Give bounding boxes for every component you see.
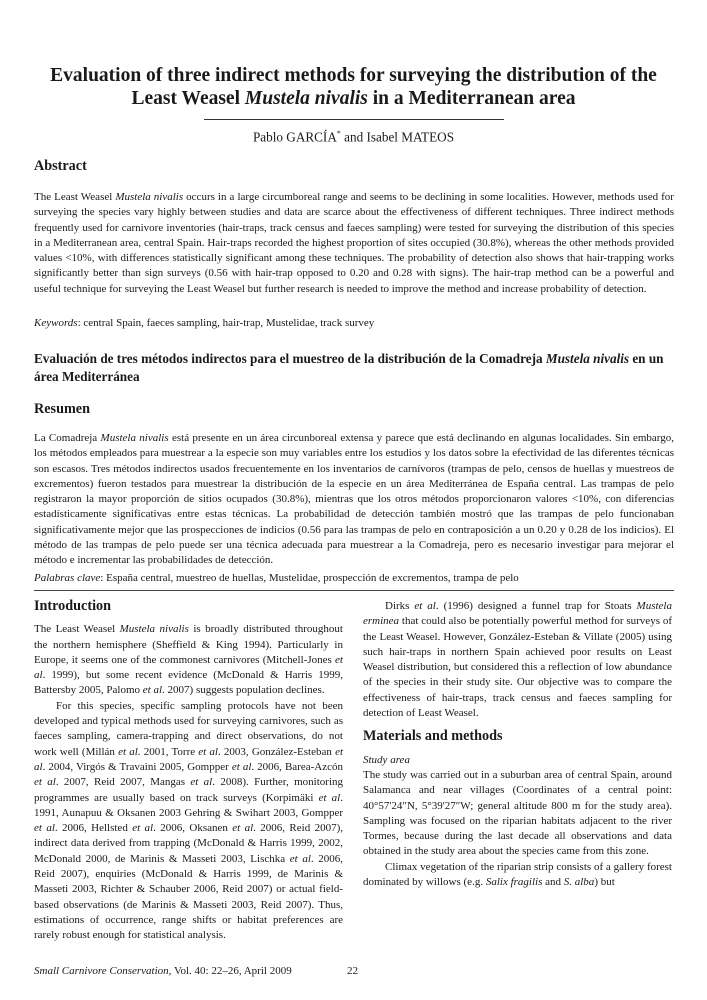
author-1: Pablo GARCÍA	[252, 129, 337, 145]
title-line-1: Evaluation of three indirect methods for surveying the distribution of the	[50, 65, 657, 86]
author-2: Isabel MATEOS	[366, 129, 455, 145]
page-number: 22	[347, 965, 358, 977]
author-line: Pablo GARCÍA* and Isabel MATEOS	[252, 129, 455, 145]
abstract-text: The Least Weasel Mustela nivalis occurs in a large circumboreal range and seems to be declining in some localities. However, methods used for surveying the species vary highly between studies and data are scarce about the effectiveness of different techniques. Three indirect methods frequently used for carnivore inventories (hair-traps, track census and faeces sampling) were tested for surveying the distribution of this species in a Mediterranean area, central Spain. Hair-traps recorded the highest proportion of sites occupied (30.8%), whereas the other methods provided values <10%, with differences statistically significant among these techniques. The probability of detection also shows that hair-trapping works significantly better than sign surveys (0.56 with hair-trap opposed to 0.20 and 0.28 with signs). The hair-trap method can be a powerful and useful technique for surveying the Least Weasel but further research is needed to improve the method and increase probability of detection.	[34, 191, 674, 295]
keywords: Keywords: central Spain, faeces sampling, hair-trap, Mustelidae, track survey	[34, 317, 375, 329]
methods-paragraph-2: Climax vegetation of the riparian strip consists of a gallery forest dominated by willows (e.g. Salix fragilis and S. alba) but	[363, 860, 672, 889]
introduction-heading: Introduction	[34, 598, 111, 614]
spanish-title: Evaluación de tres métodos indirectos para el muestreo de la distribución de la Comadreja Mustela nivalis en un área Mediterránea	[34, 351, 664, 384]
palabras-clave: Palabras clave: España central, muestreo de huellas, Mustelidae, prospección de excrementos, trampa de pelo	[34, 572, 519, 584]
paper-title	[30, 64, 677, 110]
abstract-heading: Abstract	[34, 158, 87, 174]
right-column	[363, 599, 672, 890]
methods-heading: Materials and methods	[363, 728, 503, 745]
left-column	[34, 599, 343, 944]
title-species: Mustela nivalis	[244, 88, 368, 109]
intro-paragraph-3: Dirks et al. (1996) designed a funnel trap for Stoats Mustela erminea that could also be potentially powerful method for surveys of the Least Weasel. However, González-Esteban & Villate (2005) using such hair-traps in northern Spain achieved poor results on Least Weasel distribution, but considered this a reflection of low abundance of the species in their study site. Our objective was to compare the effectiveness of hair-traps, track census and faeces sampling for detection of Least Weasel.	[363, 600, 672, 720]
intro-paragraph-2: For this species, specific sampling protocols have not been developed and typical methods used for surveying carnivores, such as faeces sampling, camera-trapping and direct observations, do not work well (Millán et al. 2001, Torre et al. 2003, González-Esteban et al. 2004, Virgós & Travaini 2005, Gompper et al. 2006, Barea-Azcón et al. 2007, Reid 2007, Mangas et al. 2008). Further, monitoring programmes are usually based on track surveys (Korpimäki et al. 1991, Aunapuu & Oksanen 2003 Gehring & Swihart 2003, Gompper et al. 2006, Hellsted et al. 2006, Oksanen et al. 2006, Reid 2007), indirect data derived from trapping (McDonald & Harris 1999, 2002, McDonald 2000, de Marinis & Masseti 2003, Lischka et al. 2006, Reid 2007), enquiries (McDonald & Harris 1999, de Marinis & Masseti 2003, Richter & Schauber 2006, Reid 2007) or actual field-based observations (de Marinis & Masseti 2003, Reid 2007). Thus, estimations of occurrence, range shifts or habitat preferences are rarely robust enough for statistical analysis.	[34, 699, 344, 942]
resumen-heading: Resumen	[34, 401, 90, 417]
section-divider	[34, 590, 674, 591]
title-divider	[204, 119, 504, 120]
resumen-text: La Comadreja Mustela nivalis está presente en un área circunboreal extensa y parece que está declinando en algunas localidades. Sin embargo, los métodos empleados para muestrear a la especie son muy variables entre los estudios y los datos sobre la efectividad de las diferentes técnicas son escasos. Tres métodos indirectos usados frecuentemente en los inventarios de carnívoros (trampas de pelo, censos de huellas y muestreos de excrementos) fueron testados para muestrear la distribución de la especie en un área Mediterránea de España central. Las trampas de pelo registraron la mayor proporción de sitios ocupados (30.8%), mientras que los otros métodos proporcionaron valores <10%, con diferencias estadísticamente significativas entre estas técnicas. La probabilidad de detección también mostró que las trampas de pelo funcionaban significativamente mejor que las prospecciones de indicios (0.56 para las trampas de pelo en contraposición a un 0.20 y 0.28 de los indicios). El método de las trampas de pelo puede ser una técnica adecuada para muestrear a la Comadreja, pero es necesario investigar para mejorar el método e incrementar las probabilidades de detección.	[34, 432, 674, 567]
journal-name: Small Carnivore Conservation	[34, 965, 169, 977]
corresponding-marker: *	[336, 129, 341, 138]
methods-paragraph-1: The study was carried out in a suburban area of central Spain, around Salamanca and near villages (Coordinates of a central point: 40°57'24″N, 5°39'27″W; general altitude 800 m for the study area). Sampling was focused on the riparian habitats adjacent to the river Tormes, because during the last decade all observations and data obtained in the study area about the species came from this zone.	[363, 768, 672, 858]
title-line-2: Least Weasel Mustela nivalis in a Mediterranean area	[131, 88, 576, 109]
intro-paragraph-1: The Least Weasel Mustela nivalis is broadly distributed throughout the northern hemisphere (Sheffield & King 1994). Particularly in Europe, it seems one of the commonest carnivores (Mitchell-Jones et al. 1999), but some recent evidence (McDonald & Harris 1999, Battersby 2005, Palomo et al. 2007) suggests population declines.	[34, 623, 343, 697]
keywords-label: Keywords	[34, 317, 78, 329]
study-area-subheading: Study area	[363, 753, 410, 766]
palabras-clave-label: Palabras clave	[34, 572, 101, 584]
journal-citation: Small Carnivore Conservation, Vol. 40: 22–26, April 2009	[34, 965, 292, 977]
